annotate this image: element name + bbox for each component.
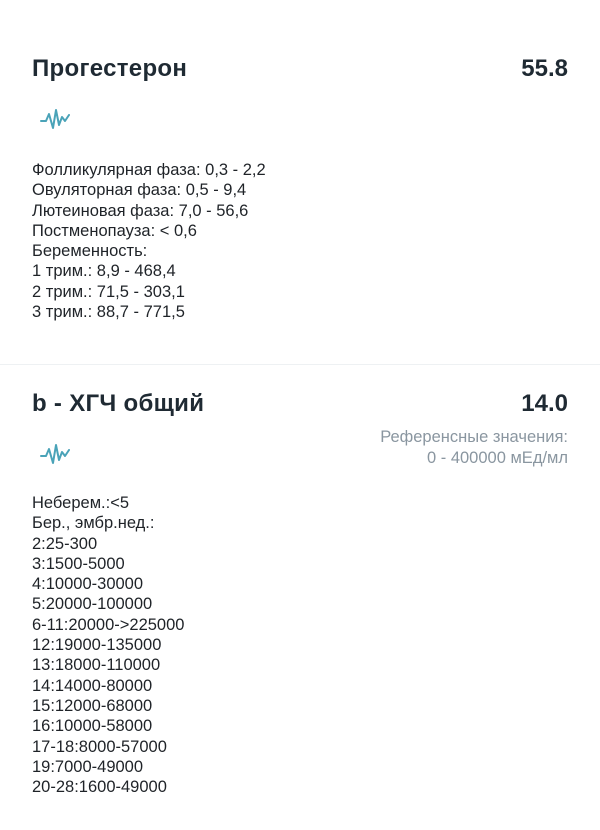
- note-line: Постменопауза: < 0,6: [32, 221, 197, 240]
- result-title: b - ХГЧ общий: [32, 390, 205, 417]
- note-line: Неберем.:<5: [32, 494, 130, 512]
- note-line: 13:18000-110000: [32, 656, 161, 675]
- note-line: 2:25-300: [32, 534, 98, 553]
- result-title: Прогестерон: [32, 55, 188, 82]
- pulse-icon[interactable]: [40, 104, 70, 134]
- reference-notes: [32, 160, 568, 322]
- result-card-hcg[interactable]: [0, 365, 600, 830]
- note-line: 15:12000-68000: [32, 696, 153, 715]
- reference-notes: [32, 493, 568, 797]
- note-line: 5:20000-100000: [32, 595, 153, 614]
- note-line: Беременность:: [32, 242, 148, 261]
- note-line: 6-11:20000->225000: [32, 615, 185, 634]
- note-line: Лютеиновая фаза: 7,0 - 56,6: [32, 201, 249, 220]
- result-value: 14.0: [521, 390, 568, 417]
- note-line: 17-18:8000-57000: [32, 737, 167, 756]
- pulse-icon[interactable]: [40, 439, 70, 469]
- note-line: 16:10000-58000: [32, 717, 153, 736]
- note-line: Бер., эмбр.нед.:: [32, 514, 155, 533]
- reference-range: 0 - 400000 мЕд/мл: [426, 449, 568, 467]
- note-line: 3 трим.: 88,7 - 771,5: [32, 303, 185, 322]
- result-value: 55.8: [521, 55, 568, 82]
- note-line: Овуляторная фаза: 0,5 - 9,4: [32, 181, 247, 200]
- note-line: 1 трим.: 8,9 - 468,4: [32, 262, 176, 281]
- note-line: 14:14000-80000: [32, 676, 153, 695]
- note-line: 4:10000-30000: [32, 575, 144, 594]
- reference-values: [380, 427, 568, 469]
- note-line: 12:19000-135000: [32, 636, 162, 655]
- note-line: 2 трим.: 71,5 - 303,1: [32, 282, 185, 301]
- note-line: 3:1500-5000: [32, 554, 125, 573]
- reference-label: Референсные значения:: [380, 428, 568, 446]
- note-line: 20-28:1600-49000: [32, 778, 167, 797]
- result-card-progesterone[interactable]: [0, 0, 600, 364]
- note-line: 19:7000-49000: [32, 757, 144, 776]
- note-line: Фолликулярная фаза: 0,3 - 2,2: [32, 161, 266, 179]
